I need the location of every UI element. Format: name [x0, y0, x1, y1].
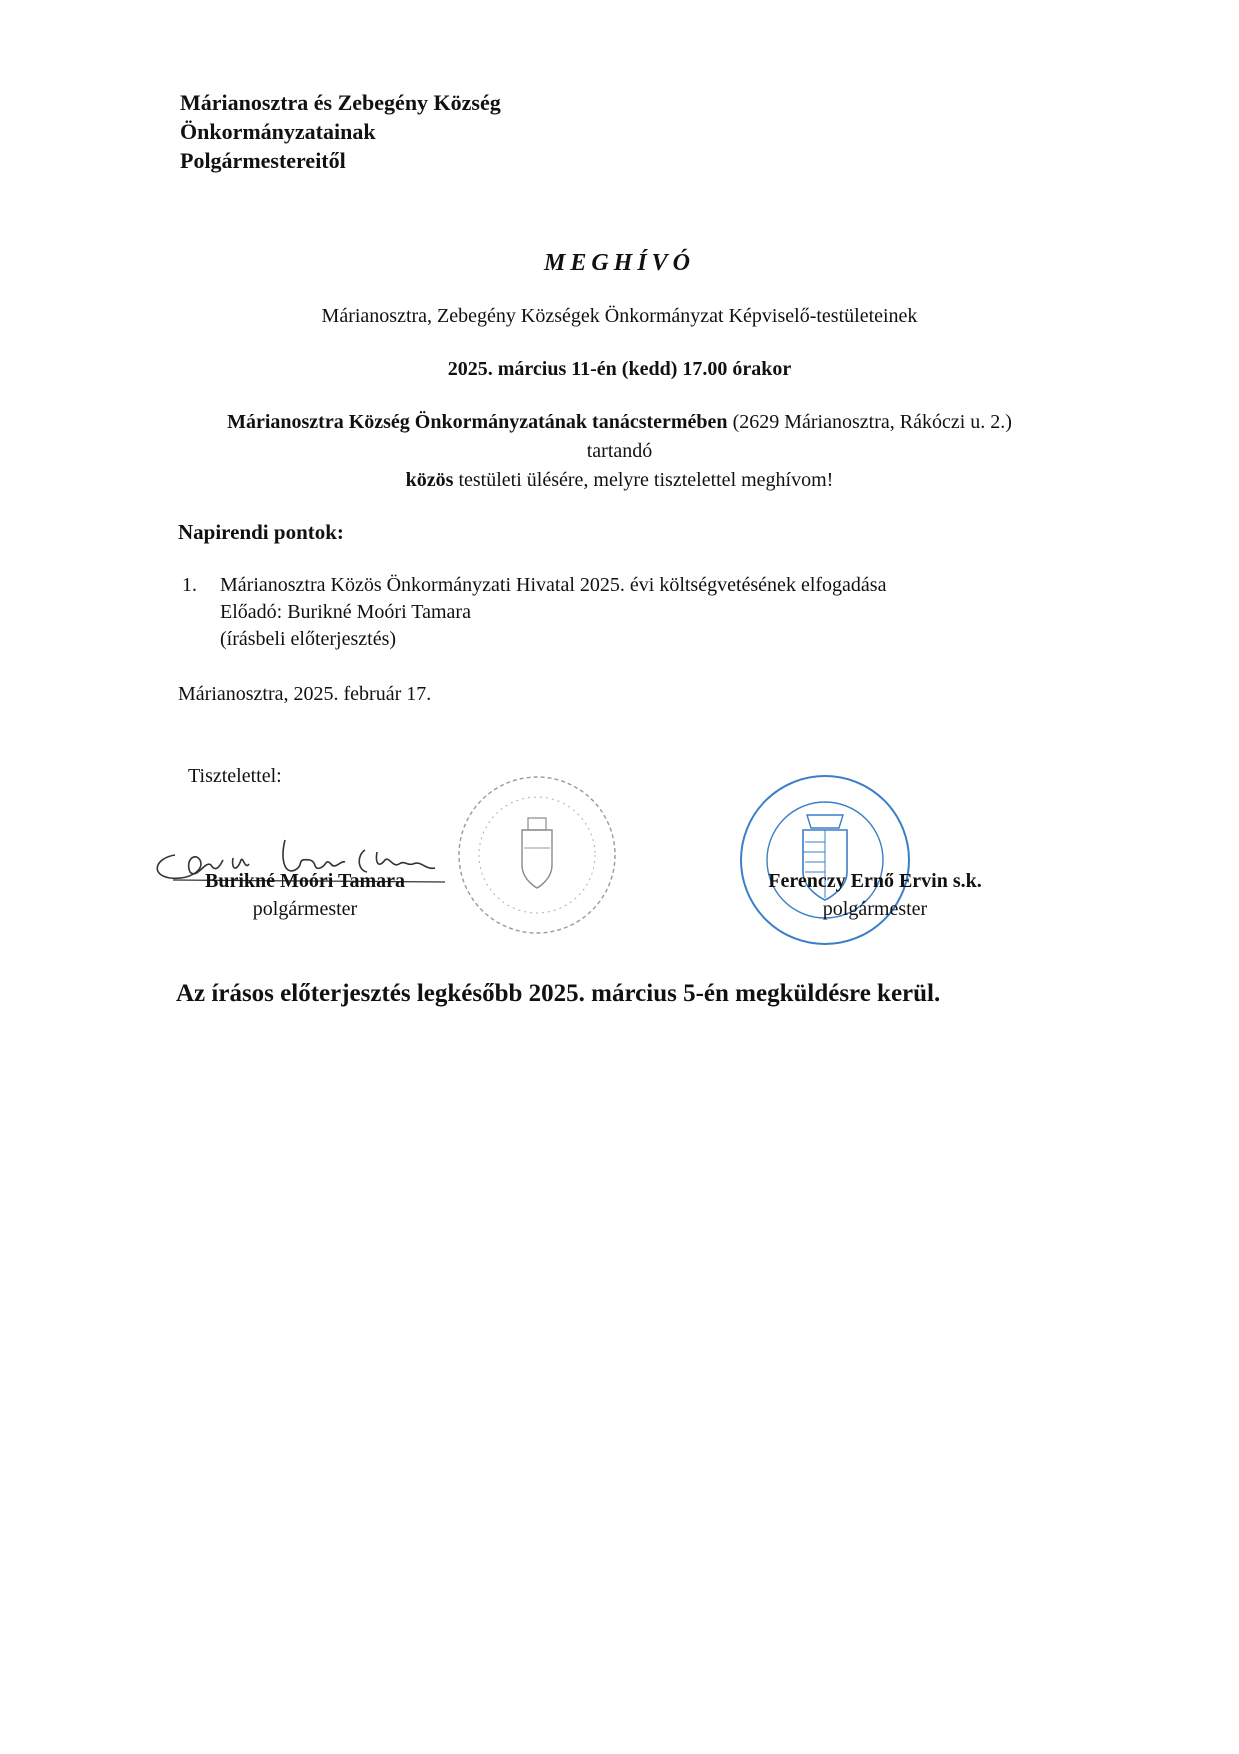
- agenda-item-title: Márianosztra Közös Önkormányzati Hivatal 2025. évi költségvetésének elfogadása: [220, 574, 887, 596]
- venue-line-3: [0, 469, 1239, 492]
- place-date: Márianosztra, 2025. február 17.: [178, 683, 432, 705]
- agenda-item-number: 1.: [182, 574, 197, 596]
- venue-line-2: tartandó: [586, 440, 653, 462]
- official-stamp-right: [735, 770, 915, 950]
- signatory-left-name: Burikné Moóri Tamara: [204, 870, 405, 892]
- addressee: Márianosztra, Zebegény Községek Önkormányzat Képviselő-testületeinek: [321, 305, 918, 327]
- agenda-heading: Napirendi pontok:: [178, 520, 344, 544]
- venue-joint: közös: [405, 469, 454, 491]
- regards: Tisztelettel:: [188, 765, 282, 787]
- footer-note: Az írásos előterjesztés legkésőbb 2025. március 5-én megküldésre kerül.: [176, 980, 941, 1007]
- venue-address: (2629 Márianosztra, Rákóczi u. 2.): [727, 411, 1012, 433]
- venue-name: Márianosztra Község Önkormányzatának tanácstermében: [227, 411, 728, 433]
- signatory-right-name: Ferenczy Ernő Ervin s.k.: [768, 870, 982, 892]
- agenda-item-presenter: Előadó: Burikné Moóri Tamara: [220, 601, 471, 623]
- agenda-item-note: (írásbeli előterjesztés): [220, 628, 397, 650]
- sender-line-2: Önkormányzatainak: [180, 119, 376, 144]
- venue-line: [0, 411, 1239, 434]
- official-stamp-left: [452, 770, 622, 940]
- meeting-datetime: 2025. március 11-én (kedd) 17.00 órakor: [447, 358, 792, 380]
- agenda-item: [182, 572, 886, 599]
- signatory-right-role: polgármester: [822, 898, 928, 920]
- sender-line-1: Márianosztra és Zebegény Község: [180, 90, 501, 115]
- sender-line-3: Polgármestereitől: [180, 148, 346, 173]
- sender-block: [180, 88, 501, 175]
- signatory-left-role: polgármester: [252, 898, 358, 920]
- document-title: MEGHÍVÓ: [543, 250, 696, 276]
- agenda-list: [182, 572, 886, 653]
- venue-invitation: testületi ülésére, melyre tisztelettel meghívom!: [453, 469, 834, 491]
